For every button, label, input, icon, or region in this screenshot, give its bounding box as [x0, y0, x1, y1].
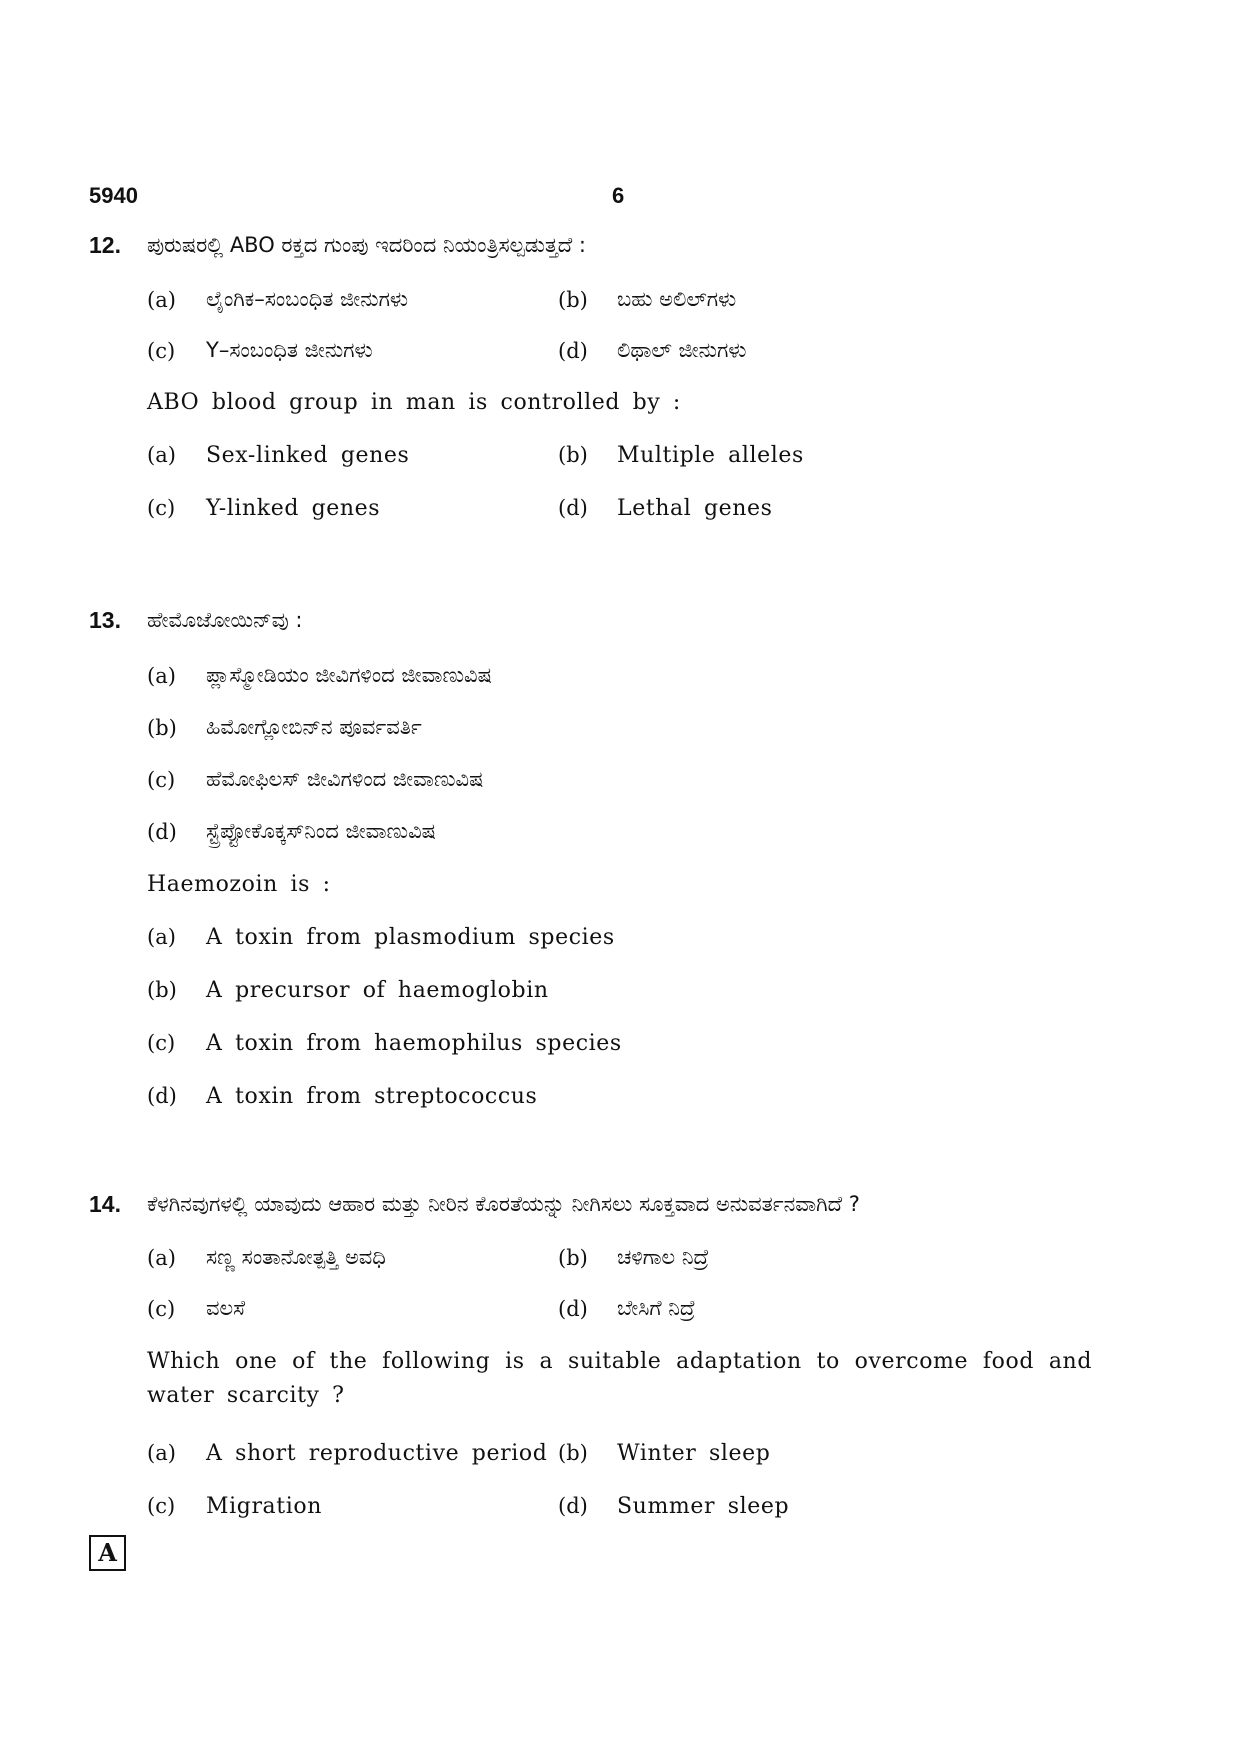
- english-stem: Haemozoin is :: [147, 872, 331, 897]
- english-option-d: Lethal genes: [617, 496, 773, 521]
- kannada-stem: ಕೆಳಗಿನವುಗಳಲ್ಲಿ ಯಾವುದು ಆಹಾರ ಮತ್ತು ನೀರಿನ ಕೊರತೆಯನ್ನು ನೀಗಿಸಲು ಸೂಕ್ತವಾದ ಅನುವರ್ತನವಾಗಿದೆ ?: [147, 1192, 860, 1216]
- english-option-d: Summer sleep: [617, 1494, 790, 1519]
- exam-code: 5940: [89, 183, 138, 208]
- kannada-option-d: ಬೇಸಿಗೆ ನಿದ್ರೆ: [617, 1296, 696, 1320]
- question-number: 13.: [89, 607, 121, 633]
- option-label: (d): [558, 496, 588, 520]
- option-label: (a): [147, 1441, 176, 1465]
- kannada-option-a: ಲೈಂಗಿಕ–ಸಂಬಂಧಿತ ಜೀನುಗಳು: [206, 287, 409, 311]
- kannada-option-d: ಸ್ಟ್ರೆಪ್ಟೋಕೊಕ್ಕಸ್‌ನಿಂದ ಜೀವಾಣುವಿಷ: [206, 819, 436, 843]
- option-label: (d): [147, 1084, 177, 1108]
- option-label: (a): [147, 288, 176, 312]
- option-label: (a): [147, 664, 176, 688]
- question-number: 12.: [89, 232, 121, 258]
- option-label: (b): [147, 978, 177, 1002]
- english-option-b: A precursor of haemoglobin: [206, 978, 549, 1003]
- english-option-a: A toxin from plasmodium species: [206, 925, 615, 950]
- option-label: (b): [558, 1246, 588, 1270]
- option-label: (c): [147, 339, 176, 363]
- option-label: (d): [558, 1494, 588, 1518]
- option-label: (c): [147, 1297, 176, 1321]
- option-label: (b): [147, 716, 177, 740]
- option-label: (d): [558, 1297, 588, 1321]
- kannada-option-b: ಚಳಿಗಾಲ ನಿದ್ರೆ: [617, 1245, 709, 1269]
- kannada-option-b: ಬಹು ಅಲಿಲ್‌ಗಳು: [617, 287, 737, 311]
- option-label: (b): [558, 288, 588, 312]
- english-option-b: Multiple alleles: [617, 443, 804, 468]
- kannada-stem: ಹೇಮೊಜೋಯಿನ್‌ವು :: [147, 608, 303, 632]
- kannada-option-b: ಹಿಮೋಗ್ಲೋಬಿನ್‌ನ ಪೂರ್ವವರ್ತಿ: [206, 715, 422, 739]
- option-label: (c): [147, 496, 176, 520]
- english-stem: Which one of the following is a suitable adaptation to overcome food and water scarcity ?: [147, 1349, 1092, 1408]
- option-label: (a): [147, 925, 176, 949]
- option-label: (c): [147, 1494, 176, 1518]
- kannada-stem: ಪುರುಷರಲ್ಲಿ ABO ರಕ್ತದ ಗುಂಪು ಇದರಿಂದ ನಿಯಂತ್ರಿಸಲ್ಪಡುತ್ತದೆ :: [147, 233, 586, 257]
- option-label: (c): [147, 1031, 176, 1055]
- option-label: (d): [558, 339, 588, 363]
- option-label: (a): [147, 443, 176, 467]
- question-number: 14.: [89, 1191, 121, 1217]
- english-option-b: Winter sleep: [617, 1441, 771, 1466]
- english-option-c: A toxin from haemophilus species: [206, 1031, 622, 1056]
- kannada-option-c: Y–ಸಂಬಂಧಿತ ಜೀನುಗಳು: [206, 338, 373, 362]
- english-option-c: Y-linked genes: [206, 496, 381, 521]
- english-option-a: Sex-linked genes: [206, 443, 410, 468]
- option-label: (c): [147, 768, 176, 792]
- option-label: (b): [558, 1441, 588, 1465]
- kannada-option-a: ಪ್ಲಾಸ್ಮೋಡಿಯಂ ಜೀವಿಗಳಿಂದ ಜೀವಾಣುವಿಷ: [206, 663, 492, 687]
- kannada-option-c: ವಲಸೆ: [206, 1296, 246, 1320]
- option-label: (a): [147, 1246, 176, 1270]
- kannada-option-d: ಲಿಥಾಲ್ ಜೀನುಗಳು: [617, 338, 747, 362]
- option-label: (d): [147, 820, 177, 844]
- english-stem: ABO blood group in man is controlled by :: [147, 390, 681, 415]
- question-series-box: A: [89, 1535, 126, 1571]
- kannada-option-c: ಹೆಮೋಫಿಲಸ್ ಜೀವಿಗಳಿಂದ ಜೀವಾಣುವಿಷ: [206, 767, 484, 791]
- kannada-option-a: ಸಣ್ಣ ಸಂತಾನೋತ್ಪತ್ತಿ ಅವಧಿ: [206, 1245, 386, 1269]
- option-label: (b): [558, 443, 588, 467]
- page-number: 6: [612, 183, 625, 208]
- english-option-d: A toxin from streptococcus: [206, 1084, 538, 1109]
- english-option-c: Migration: [206, 1494, 322, 1519]
- english-option-a: A short reproductive period: [206, 1441, 548, 1466]
